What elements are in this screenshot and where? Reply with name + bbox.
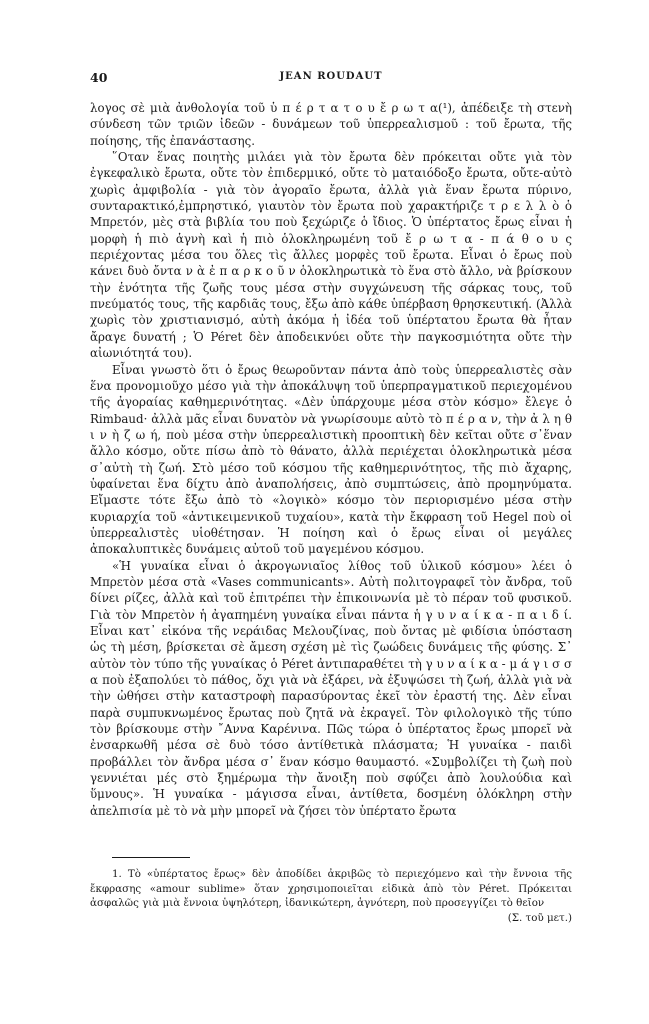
page-header (90, 70, 572, 86)
paragraph-1: λογος σὲ μιὰ ἀνθολογία τοῦ ὑ π έ ρ τ α τ ο υ ἔ ρ ω τ α(¹), ἀπέδειξε τὴ στενὴ σύνδεση τῶν τριῶν ἰδεῶν - δυνάμεων τοῦ ὑπερρεαλισμοῦ : τοῦ ἔρωτα, τῆς ποίησης, τῆς ἐπανάστασης. (90, 101, 572, 148)
footnote-divider (112, 857, 190, 858)
paragraph-4: «Ἡ γυναίκα εἶναι ὁ ἀκρογωνιαῖος λίθος τοῦ ὑλικοῦ κόσμου» λέει ὁ Μπρετὸν μέσα στὰ «Vases communicants». Αὐτὴ πολιτογραφεῖ τὸν ἄνδρα, τοῦ δίνει ρίζες, ἀλλὰ καὶ τοῦ ἐπιτρέπει τὴν ἐπικοινωνία μὲ τὸ πέραν τοῦ φυσικοῦ. Γιὰ τὸν Μπρετὸν ἡ ἀγαπημένη γυναίκα εἶναι πάντα ἡ γ υ ν α ί κ α - π α ι δ ί. Εἶναι κατ᾿ εἰκόνα τῆς νεράιδας Μελουζίνας, ποὺ ὄντας μὲ φιδίσια ὑπόσταση ὡς τὴ μέση, βρίσκεται σὲ ἄμεση σχέση μὲ τὶς ζωώδεις δυνάμεις τῆς φύσης. Σ᾿ αὐτὸν τὸν τύπο τῆς γυναίκας ὁ Péret ἀντιπαραθέτει τὴ γ υ ν α ί κ α - μ ά γ ι σ σ α ποὺ ἐξαπολύει τὸ πάθος, ὄχι γιὰ νὰ ἐξάρει, νὰ ἐξυψώσει τὴ ζωή, ἀλλὰ γιὰ νὰ τὴν ὠθήσει στὴν καταστροφὴ παρασύροντας ἐκεῖ τὸν ἐραστή της. Δὲν εἶναι παρὰ συμπυκνωμένος ἔρωτας ποὺ ζητᾶ νὰ ἐκραγεῖ. Τὸν φιλολογικὸ τῆς τύπο τὸν βρίσκουμε στὴν ῎Αννα Καρένινα. Πῶς τώρα ὁ ὑπέρτατος ἔρως μπορεῖ νὰ ἐνσαρκωθῆ μέσα σὲ δυὸ τόσο ἀντίθετικὰ πλάσματα; Ἡ γυναίκα - παιδὶ προβάλλει τὸν ἄνδρα μέσα σ᾿ ἕναν κόσμο θαυμαστό. «Συμβολίζει τὴ ζωὴ ποὺ γεννιέται μές στὸ ξημέρωμα τὴν ἄνοιξη ποὺ σφύζει ἀπὸ λουλούδια καὶ ὕμνους». Ἡ γυναίκα - μάγισσα εἶναι, ἀντίθετα, δοσμένη ὁλόκληρη στὴν ἀπελπισία μὲ τὸ νὰ μὴν μπορεῖ νὰ ζήσει τὸν ὑπέρτατο ἔρωτα (90, 558, 572, 818)
paragraph-3: Εἶναι γνωστὸ ὅτι ὁ ἔρως θεωροῦνταν πάντα ἀπὸ τοὺς ὑπερρεαλιστὲς σὰν ἕνα προνομιοῦχο μέσο γιὰ τὴν ἀποκάλυψη τοῦ ὑπερπραγματικοῦ περιεχομένου τῆς ἀγοραίας καθημερινότητας. «Δὲν ὑπάρχουμε μέσα στὸν κόσμο» ἔλεγε ὁ Rimbaud· ἀλλὰ μᾶς εἶναι δυνατὸν νὰ γνωρίσουμε αὐτὸ τὸ π έ ρ α ν, τὴν ἀ λ η θ ι ν ὴ ζ ω ή, ποὺ μέσα στὴν ὑπερρεαλιστικὴ προοπτικὴ δὲν κεῖται οὔτε σ᾿ἕναν ἄλλο κόσμο, οὔτε πίσω ἀπὸ τὸ θάνατο, ἀλλὰ περιέχεται ὁλοκληρωτικὰ μέσα σ᾿αὐτὴ τὴ ζωή. Στὸ μέσο τοῦ κόσμου τῆς καθημερινότητος, τῆς πιὸ ἄχαρης, ὑφαίνεται ἕνα δίχτυ ἀπὸ ἀναπολήσεις, ἀπὸ συμπτώσεις, ἀπὸ προμηνύματα. Εἴμαστε τότε ἔξω ἀπὸ τὸ «λογικὸ» κόσμο τὸν περιορισμένο μέσα στὴν κυριαρχία τοῦ «ἀντικειμενικοῦ τυχαίου», κατὰ τὴν ἔκφραση τοῦ Hegel ποὺ οἱ ὑπερρεαλιστὲς υἱοθέτησαν. Ἡ ποίηση καὶ ὁ ἔρως εἶναι οἱ μεγάλες ἀποκαλυπτικὲς δυνάμεις αὐτοῦ τοῦ μαγεμένου κόσμου. (90, 362, 572, 557)
footnote-sign: (Σ. τοῦ μετ.) (507, 911, 572, 924)
body-text (90, 100, 572, 819)
footnote-text: 1. Τὸ «ὑπέρτατος ἔρως» δὲν ἀποδίδει ἀκριβῶς τὸ περιεχόμενο καὶ τὴν ἔννοια τῆς ἔκφρασης «amour sublime» ὅταν χρησιμοποιεῖται εἰδικὰ ἀπὸ τὸν Péret. Πρόκειται ἀσφαλῶς γιὰ μιὰ ἔννοια ὑψηλότερη, ἰδανικώτερη, ἁγνότερη, ποὺ προσεγγίζει τὸ θεῖον (90, 868, 572, 910)
page-number: 40 (90, 70, 108, 85)
document-page (90, 0, 572, 1024)
paragraph-2: ῞Οταν ἕνας ποιητὴς μιλάει γιὰ τὸν ἔρωτα δὲν πρόκειται οὔτε γιὰ τὸν ἐγκεφαλικὸ ἔρωτα, οὔτε τὸν ἐπιδερμικό, οὔτε τὸ ματαιόδοξο ἔρωτα, οὔτε-αὐτὸ χωρὶς ἀμφιβολία - γιὰ τὸν ἀγοραῖο ἔρωτα, ἀλλὰ γιὰ ἕναν ἔρωτα πύρινο, συνταρακτικό,ἐμπρηστικό, γιαυτὸν τὸν ἔρωτα ποὺ χαρακτήριζε τ ρ ε λ λ ὸ ὁ Μπρετόν, μὲς στὰ βιβλία του ποὺ ξεχώριζε ὁ ἴδιος. Ὁ ὑπέρτατος ἔρως εἶναι ἡ μορφὴ ἡ πιὸ ἁγνὴ καὶ ἡ πιὸ ὁλοκληρωμένη τοῦ ἔ ρ ω τ α - π ά θ ο υ ς περιέχοντας μέσα του ὅλες τὶς ἄλλες μορφὲς τοῦ ἔρωτα. Εἶναι ὁ ἔρως ποὺ κάνει δυὸ ὄντα ν ὰ ἐ π α ρ κ ο ῦ ν ὁλοκληρωτικὰ τὸ ἕνα στὸ ἄλλο, νὰ βρίσκουν τὴν ἑνότητα τῆς ζωῆς τους μέσα στὴν συγχώνευση τῆς σάρκας τους, τοῦ πνεύματός τους, τῆς καρδιᾶς τους, ἔξω ἀπὸ κάθε ὑπέρβαση θρησκευτική. (Ἀλλὰ χωρὶς τὸν χριστιανισμό, αὐτὴ ἀκόμα ἡ ἰδέα τοῦ ὑπέρτατου ἔρωτα θὰ ἦταν ἄραγε δυνατή ; Ὁ Péret δὲν ἀποδεικνύει οὔτε τὴν παγκοσμιότητα οὔτε τὴν αἰωνιότητά του). (90, 150, 572, 361)
running-head: JEAN ROUDAUT (279, 71, 383, 82)
footnote (90, 867, 572, 925)
